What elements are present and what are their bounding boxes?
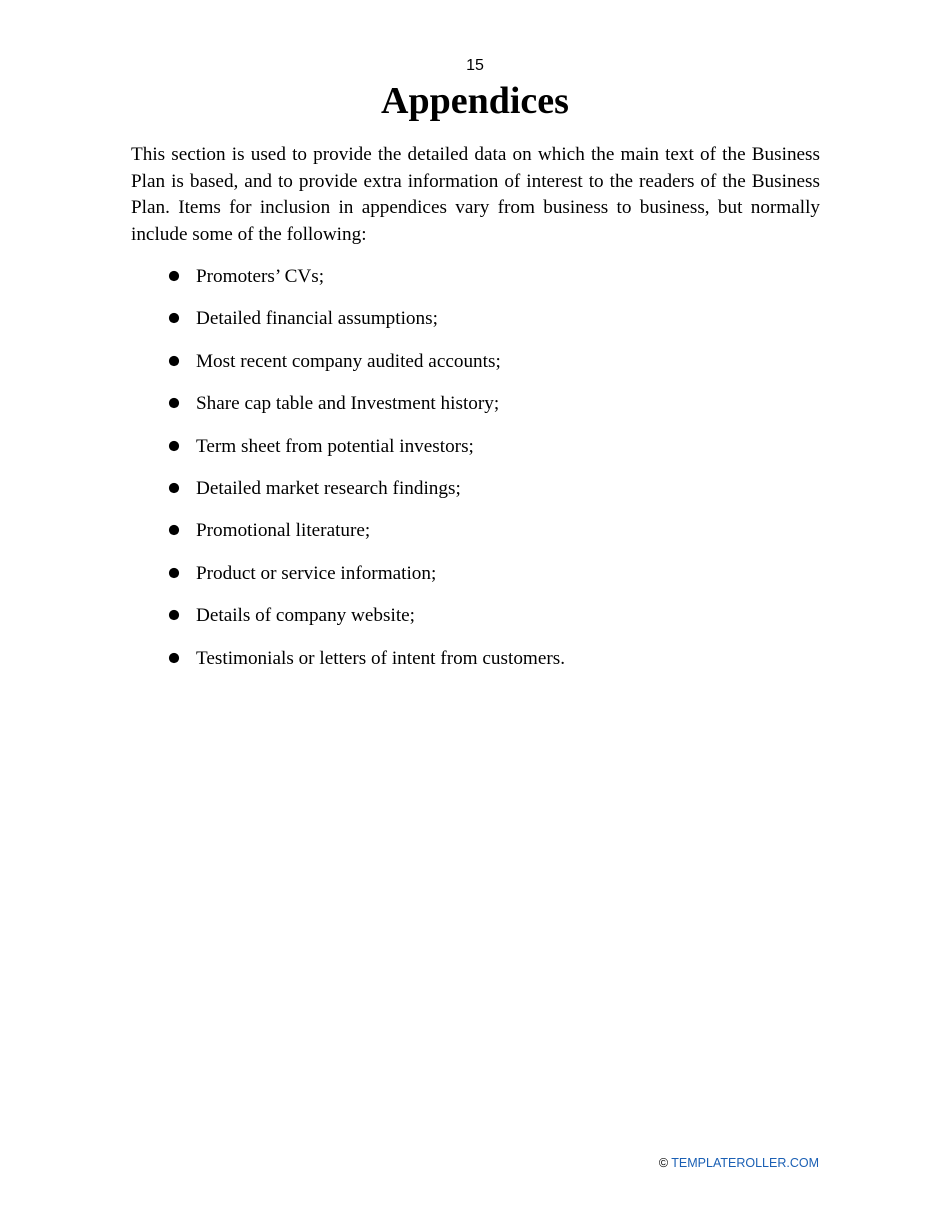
bullet-icon <box>169 398 179 408</box>
list-item <box>0 391 950 433</box>
list-item <box>0 434 950 476</box>
appendices-list <box>0 264 950 688</box>
bullet-icon <box>169 652 179 662</box>
list-item-text: Promoters’ CVs; <box>196 266 325 287</box>
list-item <box>0 518 950 560</box>
bullet-icon <box>169 568 179 578</box>
list-item <box>0 306 950 348</box>
list-item-text: Details of company website; <box>196 605 415 627</box>
bullet-icon <box>169 483 179 493</box>
list-item-text: Share cap table and Investment history; <box>196 393 500 415</box>
intro-paragraph: This section is used to provide the detailed data on which the main text of the Business Plan is based, and to provide extra information of interest to the readers of the Business Plan. Items for inclusion in appendices vary from business to business, but normally include some of the following: <box>131 144 820 246</box>
list-item <box>0 264 950 306</box>
bullet-icon <box>169 313 179 323</box>
page-number: 15 <box>466 57 484 74</box>
list-item <box>0 349 950 391</box>
list-item-text: Product or service information; <box>196 562 437 584</box>
list-item-text: Testimonials or letters of intent from customers. <box>196 647 566 669</box>
bullet-icon <box>169 271 179 281</box>
list-item <box>0 646 950 688</box>
copyright-symbol: © <box>658 1156 669 1170</box>
list-item <box>0 603 950 645</box>
list-item <box>0 476 950 518</box>
footer-credit <box>659 1155 819 1171</box>
list-item-text: Term sheet from potential investors; <box>196 435 474 457</box>
templateroller-link[interactable]: TEMPLATEROLLER.COM <box>671 1156 819 1170</box>
bullet-icon <box>169 610 179 620</box>
page-title: Appendices <box>381 80 569 122</box>
bullet-icon <box>169 525 179 535</box>
list-item <box>0 561 950 603</box>
list-item-text: Detailed financial assumptions; <box>196 308 438 330</box>
list-item-text: Most recent company audited accounts; <box>196 350 501 372</box>
bullet-icon <box>169 356 179 366</box>
list-item-text: Promotional literature; <box>196 520 371 542</box>
list-item-text: Detailed market research findings; <box>196 477 461 499</box>
bullet-icon <box>169 440 179 450</box>
